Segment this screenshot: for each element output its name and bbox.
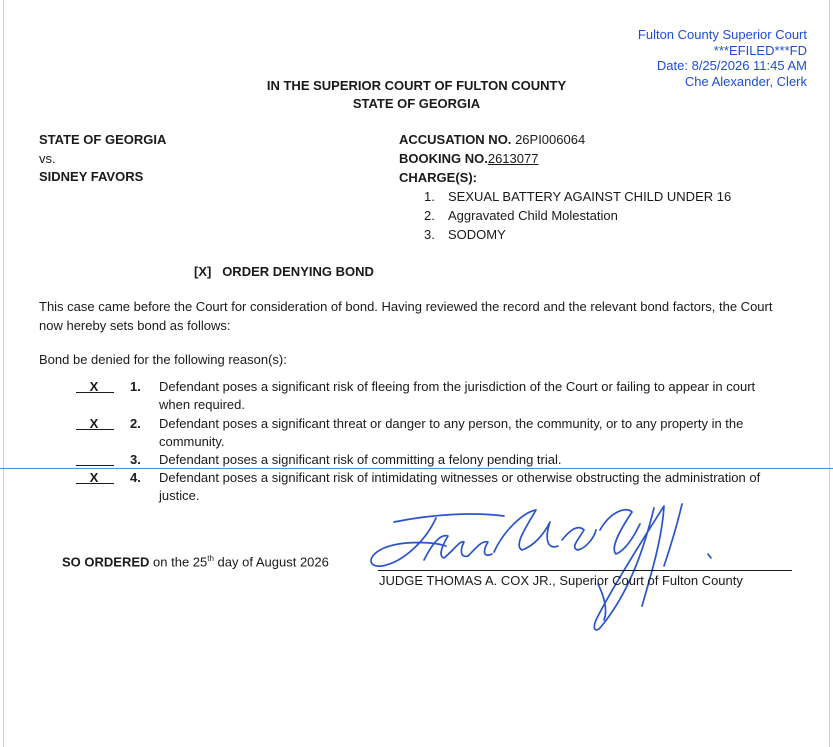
reason-text: Defendant poses a significant risk of intimidating witnesses or otherwise obstructing the administration of justice. bbox=[159, 470, 761, 503]
charge-text: SEXUAL BATTERY AGAINST CHILD UNDER 16 bbox=[448, 189, 732, 204]
reason-item bbox=[39, 451, 799, 469]
accusation-label: ACCUSATION NO. bbox=[399, 132, 512, 147]
order-title-text: ORDER DENYING BOND bbox=[222, 264, 374, 279]
reason-number: 2. bbox=[130, 416, 141, 431]
stamp-efiled: ***EFILED***FD bbox=[713, 42, 807, 58]
defendant-name: SIDNEY FAVORS bbox=[39, 169, 144, 184]
reason-mark-line bbox=[76, 465, 114, 466]
charge-number: 1. bbox=[424, 189, 435, 204]
reason-mark: X bbox=[89, 379, 99, 394]
reason-number: 1. bbox=[130, 379, 141, 394]
reason-number: 3. bbox=[130, 452, 141, 467]
signature-line bbox=[378, 570, 792, 571]
so-ordered-label: SO ORDERED bbox=[62, 554, 150, 570]
charge-item bbox=[424, 189, 731, 204]
versus-label: vs. bbox=[39, 151, 56, 166]
charge-number: 2. bbox=[424, 208, 435, 223]
stamp-court: Fulton County Superior Court bbox=[637, 27, 807, 42]
order-intro: This case came before the Court for consideration of bond. Having reviewed the record and the relevant bond factors, the Court now hereby sets bond as follows: bbox=[39, 299, 773, 333]
reason-item bbox=[39, 415, 799, 451]
reason-mark: X bbox=[89, 416, 99, 431]
charge-item bbox=[424, 208, 618, 223]
so-ordered-day-suffix: th bbox=[207, 554, 214, 563]
stamp-date: Date: 8/25/2026 11:45 AM bbox=[656, 58, 807, 73]
reason-item bbox=[39, 378, 799, 414]
booking-line bbox=[399, 151, 538, 166]
reason-mark-line bbox=[76, 429, 114, 430]
accusation-line bbox=[399, 132, 585, 147]
so-ordered-day: on the 25 bbox=[153, 554, 208, 570]
order-checkbox: [X] bbox=[194, 264, 212, 279]
reason-mark: X bbox=[89, 470, 99, 485]
reason-mark-line bbox=[76, 483, 114, 484]
charge-item bbox=[424, 227, 506, 242]
charge-text: SODOMY bbox=[448, 227, 506, 242]
so-ordered-line bbox=[62, 554, 329, 569]
booking-number: 2613077 bbox=[487, 151, 539, 166]
reason-text: Defendant poses a significant risk of committing a felony pending trial. bbox=[159, 452, 562, 467]
order-title bbox=[194, 264, 374, 279]
judge-name: JUDGE THOMAS A. COX JR., Superior Court of Fulton County bbox=[379, 573, 743, 588]
document-page bbox=[3, 0, 830, 747]
plaintiff-name: STATE OF GEORGIA bbox=[39, 132, 167, 147]
reasons-label: Bond be denied for the following reason(s): bbox=[39, 352, 287, 367]
charge-text: Aggravated Child Molestation bbox=[448, 208, 618, 223]
reason-number: 4. bbox=[130, 470, 141, 485]
court-state: STATE OF GEORGIA bbox=[352, 96, 481, 111]
stamp-clerk: Che Alexander, Clerk bbox=[684, 73, 807, 89]
charge-number: 3. bbox=[424, 227, 435, 242]
page-separator bbox=[0, 468, 833, 469]
reason-mark-line bbox=[76, 392, 114, 393]
booking-label: BOOKING NO. bbox=[399, 151, 488, 166]
charges-label: CHARGE(S): bbox=[399, 170, 477, 185]
accusation-number: 26PI006064 bbox=[515, 132, 586, 147]
so-ordered-date: day of August 2026 bbox=[217, 554, 329, 570]
court-name: IN THE SUPERIOR COURT OF FULTON COUNTY bbox=[266, 78, 567, 93]
reason-text: Defendant poses a significant risk of fleeing from the jurisdiction of the Court or failing to appear in court when required. bbox=[159, 379, 756, 412]
court-heading bbox=[4, 77, 829, 113]
reason-text: Defendant poses a significant threat or danger to any person, the community, or to any property in the community. bbox=[159, 416, 744, 449]
